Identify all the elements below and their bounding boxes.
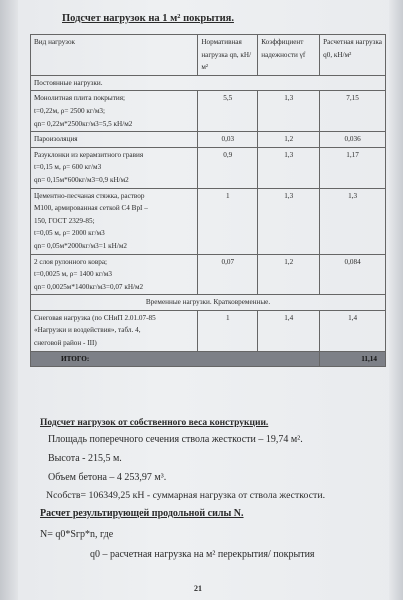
reliability-coefficient-cell: 1,2 bbox=[258, 254, 320, 295]
description-line: qn= 0,05м*2000кг/м3=1 кН/м2 bbox=[34, 241, 127, 250]
section-label: Временные нагрузки. Кратковременные. bbox=[31, 295, 386, 311]
section-title-force: Расчет результирующей продольной силы N. bbox=[40, 508, 244, 519]
table-row bbox=[31, 147, 386, 188]
reliability-coefficient-cell: 1,3 bbox=[258, 91, 320, 132]
description-line: t=0,0025 м, ρ= 1400 кг/м3 bbox=[34, 270, 112, 279]
description-line: Пароизоляция bbox=[34, 135, 78, 144]
header-cell: Вид нагрузок bbox=[31, 35, 198, 76]
description-line: qn= 0,15м*600кг/м3=0,9 кН/м2 bbox=[34, 175, 129, 184]
load-description bbox=[31, 91, 198, 132]
total-value: 11,14 bbox=[320, 351, 386, 367]
reliability-coefficient-cell: 1,3 bbox=[258, 188, 320, 254]
design-load-cell: 1,4 bbox=[320, 310, 386, 351]
load-description bbox=[31, 254, 198, 295]
total-row bbox=[31, 351, 386, 367]
volume-text: Объем бетона – 4 253,97 м³. bbox=[48, 472, 167, 483]
table-row bbox=[31, 254, 386, 295]
page-number: 21 bbox=[194, 584, 202, 593]
description-line: 150, ГОСТ 2329-85; bbox=[34, 216, 95, 225]
load-description bbox=[31, 310, 198, 351]
reliability-coefficient-cell: 1,4 bbox=[258, 310, 320, 351]
header-cell: Расчетная нагрузка q0, кН/м² bbox=[320, 35, 386, 76]
reliability-coefficient-cell: 1,2 bbox=[258, 132, 320, 148]
header-cell: Нормативная нагрузка qn, кН/м² bbox=[198, 35, 258, 76]
description-line: снеговой район - III) bbox=[34, 339, 97, 348]
normative-load-cell: 0,03 bbox=[198, 132, 258, 148]
description-line: t=0,05 м, ρ= 2000 кг/м3 bbox=[34, 229, 105, 238]
section-row-permanent bbox=[31, 75, 386, 91]
area-text: Площадь поперечного сечения ствола жесткости – 19,74 м². bbox=[48, 434, 303, 445]
table-row bbox=[31, 188, 386, 254]
header-cell: Коэффициент надежности γf bbox=[258, 35, 320, 76]
description-line: М100, армированная сеткой С4 ВрI – bbox=[34, 204, 148, 213]
design-load-cell: 7,15 bbox=[320, 91, 386, 132]
q0-definition-text: q0 – расчетная нагрузка на м² перекрытия/ покрытия bbox=[90, 549, 315, 560]
description-line: Снеговая нагрузка (по СНиП 2.01.07-85 bbox=[34, 313, 156, 322]
design-load-cell: 0,036 bbox=[320, 132, 386, 148]
load-description bbox=[31, 147, 198, 188]
nsob-text: Nсобств= 106349,25 кН - суммарная нагрузка от ствола жесткости. bbox=[46, 490, 326, 501]
table-row bbox=[31, 132, 386, 148]
page-shadow-right bbox=[389, 0, 403, 600]
load-description bbox=[31, 132, 198, 148]
total-label: ИТОГО: bbox=[31, 351, 320, 367]
design-load-cell: 0,084 bbox=[320, 254, 386, 295]
table-header-row bbox=[31, 35, 386, 76]
reliability-coefficient-cell: 1,3 bbox=[258, 147, 320, 188]
normative-load-cell: 1 bbox=[198, 310, 258, 351]
formula-text: N= q0*Sгр*n, где bbox=[40, 529, 114, 540]
page-title: Подсчет нагрузок на 1 м² покрытия. bbox=[62, 13, 234, 24]
section-label: Постоянные нагрузки. bbox=[31, 75, 386, 91]
description-line: qn= 0,0025м*1400кг/м3=0,07 кН/м2 bbox=[34, 282, 144, 291]
section-title-own-weight: Подсчет нагрузок от собственного веса конструкции. bbox=[40, 418, 269, 428]
height-text: Высота - 215,5 м. bbox=[48, 453, 122, 464]
page-shadow-left bbox=[0, 0, 18, 600]
table-row bbox=[31, 310, 386, 351]
description-line: t=0,22м, ρ= 2500 кг/м3; bbox=[34, 106, 105, 115]
description-line: qn= 0,22м*2500кг/м3=5,5 кН/м2 bbox=[34, 119, 133, 128]
design-load-cell: 1,17 bbox=[320, 147, 386, 188]
design-load-cell: 1,3 bbox=[320, 188, 386, 254]
normative-load-cell: 1 bbox=[198, 188, 258, 254]
section-row-temporary bbox=[31, 295, 386, 311]
loads-table bbox=[30, 34, 386, 367]
normative-load-cell: 5,5 bbox=[198, 91, 258, 132]
description-line: t=0,15 м, ρ= 600 кг/м3 bbox=[34, 163, 102, 172]
description-line: «Нагрузки и воздействия», табл. 4, bbox=[34, 326, 141, 335]
description-line: Монолитная плита покрытия; bbox=[34, 94, 126, 103]
description-line: 2 слоя рулонного ковра; bbox=[34, 257, 108, 266]
load-description bbox=[31, 188, 198, 254]
table-row bbox=[31, 91, 386, 132]
description-line: Цементно-песчаная стяжка, раствор bbox=[34, 191, 145, 200]
description-line: Разуклонки из керамзитного гравия bbox=[34, 150, 144, 159]
normative-load-cell: 0,9 bbox=[198, 147, 258, 188]
normative-load-cell: 0,07 bbox=[198, 254, 258, 295]
